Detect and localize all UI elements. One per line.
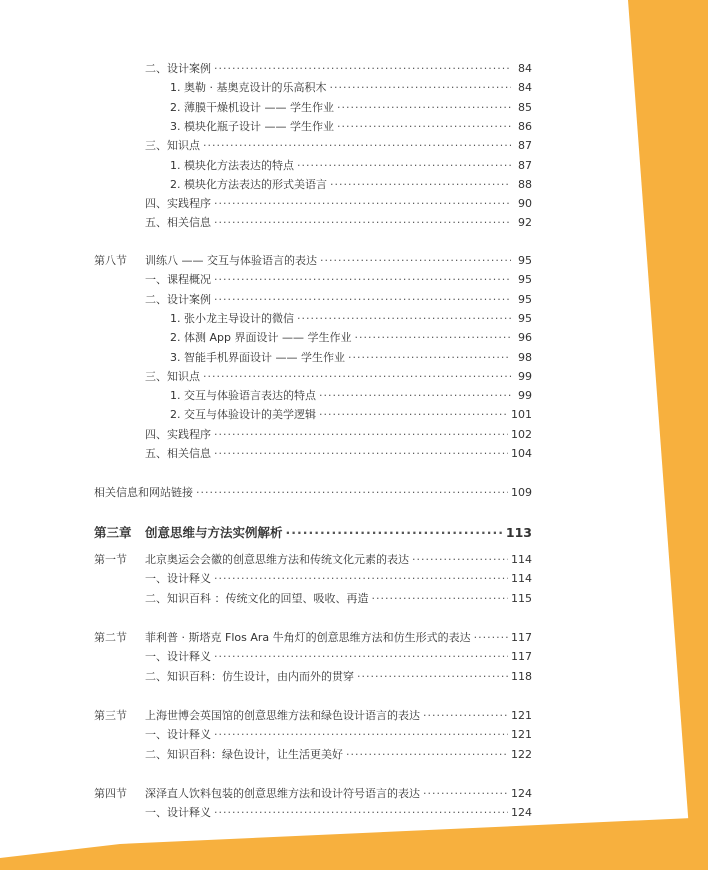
- toc-entry[interactable]: [170, 312, 532, 326]
- dot-leader: [423, 787, 508, 801]
- toc-entry-label: 1. 张小龙主导设计的微信: [170, 311, 294, 325]
- dot-leader: [214, 216, 511, 230]
- dot-leader: [196, 486, 508, 500]
- toc-entry-label: 一、课程概况: [145, 273, 211, 287]
- dot-leader: [474, 631, 508, 645]
- toc-entry-page-number: 88: [518, 177, 532, 191]
- toc-entry[interactable]: [145, 650, 532, 664]
- toc-section-title[interactable]: [145, 254, 532, 268]
- toc-section-title[interactable]: [145, 631, 532, 645]
- toc-entry-page-number: 115: [511, 591, 532, 605]
- toc-entry-page-number: 109: [511, 486, 532, 499]
- dot-leader: [348, 351, 511, 365]
- dot-leader: [214, 273, 511, 287]
- toc-section-title[interactable]: [145, 553, 532, 567]
- toc-entry-label: 3. 模块化瓶子设计 —— 学生作业: [170, 119, 334, 133]
- toc-entry[interactable]: [170, 81, 532, 95]
- dot-leader: [214, 428, 508, 442]
- toc-entry-label: 五、相关信息: [145, 216, 211, 230]
- dot-leader: [214, 62, 511, 76]
- toc-entry-page-number: 87: [518, 139, 532, 153]
- toc-entry-page-number: 99: [518, 369, 532, 383]
- toc-entry-page-number: 99: [518, 389, 532, 403]
- toc-entry[interactable]: [145, 670, 532, 684]
- toc-entry[interactable]: [145, 447, 532, 461]
- toc-entry[interactable]: [170, 331, 532, 345]
- toc-entry-page-number: 95: [518, 311, 532, 325]
- dot-leader: [214, 806, 508, 820]
- toc-entry-page-number: 117: [511, 631, 532, 644]
- dot-leader: [320, 254, 511, 268]
- dot-leader: [330, 178, 511, 192]
- toc-entry-label: 二、设计案例: [145, 292, 211, 306]
- toc-entry[interactable]: [145, 592, 532, 606]
- toc-entry-page-number: 98: [518, 350, 532, 364]
- toc-entry[interactable]: [145, 62, 532, 76]
- toc-entry-label: 二、知识百科：绿色设计，让生活更美好: [145, 747, 343, 761]
- toc-entry[interactable]: [145, 273, 532, 287]
- toc-entry[interactable]: [145, 748, 532, 762]
- toc-entry[interactable]: [145, 139, 532, 153]
- toc-entry[interactable]: [170, 101, 532, 115]
- toc-entry-label: 一、设计释义: [145, 806, 211, 820]
- toc-entry-page-number: 114: [511, 553, 532, 566]
- toc-entry-page-number: 96: [518, 331, 532, 345]
- toc-entry-label: 四、实践程序: [145, 427, 211, 441]
- toc-entry-label: 2. 薄膜干燥机设计 —— 学生作业: [170, 100, 334, 114]
- toc-entry-label: 二、知识百科 ：传统文化的回望、吸收、再造: [145, 591, 369, 605]
- toc-entry-label: 北京奥运会会徽的创意思维方法和传统文化元素的表达: [145, 553, 409, 566]
- toc-entry-page-number: 118: [511, 669, 532, 683]
- toc-entry-page-number: 87: [518, 158, 532, 172]
- dot-leader: [354, 331, 511, 345]
- toc-entry-page-number: 92: [518, 216, 532, 230]
- section-number: 第四节: [94, 787, 127, 800]
- toc-entry-label: 五、相关信息: [145, 447, 211, 460]
- dot-leader: [372, 592, 509, 606]
- toc-entry[interactable]: [145, 572, 532, 586]
- toc-chapter-title[interactable]: [145, 526, 532, 540]
- dot-leader: [203, 370, 511, 384]
- toc-entry-page-number: 85: [518, 100, 532, 114]
- toc-entry-label: 相关信息和网站链接: [94, 486, 193, 499]
- dot-leader: [423, 709, 508, 723]
- toc-entry-page-number: 86: [518, 119, 532, 133]
- toc-entry[interactable]: [145, 428, 532, 442]
- toc-entry-page-number: 95: [518, 273, 532, 287]
- toc-entry-page-number: 124: [511, 787, 532, 800]
- toc-entry-label: 一、设计释义: [145, 650, 211, 664]
- toc-entry[interactable]: [145, 728, 532, 742]
- toc-entry[interactable]: [145, 197, 532, 211]
- toc-entry-page-number: 121: [511, 728, 532, 742]
- dot-leader: [297, 312, 511, 326]
- toc-entry-label: 三、知识点: [145, 139, 200, 153]
- toc-entry-label: 一、设计释义: [145, 728, 211, 742]
- toc-entry-label: 训练八 —— 交互与体验语言的表达: [145, 254, 317, 267]
- toc-entry[interactable]: [145, 293, 532, 307]
- dot-leader: [214, 197, 511, 211]
- dot-leader: [319, 389, 511, 403]
- section-number: 第八节: [94, 254, 127, 267]
- section-number: 第三节: [94, 709, 127, 722]
- dot-leader: [357, 670, 508, 684]
- toc-entry-label: 二、设计案例: [145, 62, 211, 75]
- toc-entry[interactable]: [170, 351, 532, 365]
- toc-entry-page-number: 117: [511, 650, 532, 664]
- dot-leader: [214, 728, 508, 742]
- dot-leader: [297, 159, 511, 173]
- dot-leader: [203, 139, 511, 153]
- toc-entry-label: 1. 模块化方法表达的特点: [170, 158, 294, 172]
- section-number: 第一节: [94, 553, 127, 566]
- toc-entry-page-number: 95: [518, 254, 532, 267]
- toc-entry-label: 三、知识点: [145, 369, 200, 383]
- toc-entry[interactable]: [170, 389, 532, 403]
- toc-entry-page-number: 104: [511, 447, 532, 460]
- dot-leader: [337, 101, 511, 115]
- dot-leader: [214, 572, 508, 586]
- toc-entry-page-number: 84: [518, 62, 532, 75]
- toc-entry[interactable]: [170, 120, 532, 134]
- dot-leader: [346, 748, 508, 762]
- toc-entry-label: 创意思维与方法实例解析: [145, 525, 283, 540]
- toc-entry-label: 2. 交互与体验设计的美学逻辑: [170, 408, 316, 422]
- toc-links-entry[interactable]: [94, 486, 532, 500]
- toc-section-title[interactable]: [145, 709, 532, 723]
- toc-entry[interactable]: [170, 408, 532, 422]
- dot-leader: [214, 447, 508, 461]
- toc-entry-page-number: 101: [511, 408, 532, 422]
- dot-leader: [214, 650, 508, 664]
- toc-entry-page-number: 114: [511, 572, 532, 586]
- toc-entry-page-number: 122: [511, 747, 532, 761]
- toc-entry-page-number: 102: [511, 427, 532, 441]
- toc-entry-label: 2. 体测 App 界面设计 —— 学生作业: [170, 331, 352, 345]
- toc-entry-label: 四、实践程序: [145, 197, 211, 211]
- toc-entry[interactable]: [170, 159, 532, 173]
- toc-entry-label: 3. 智能手机界面设计 —— 学生作业: [170, 350, 345, 364]
- dot-leader: [337, 120, 511, 134]
- section-number: 第二节: [94, 631, 127, 644]
- toc-entry-label: 1. 交互与体验语言表达的特点: [170, 389, 316, 403]
- toc-entry[interactable]: [145, 806, 532, 820]
- dot-leader: [214, 293, 511, 307]
- toc-entry-page-number: 124: [511, 806, 532, 820]
- toc-entry-page-number: 121: [511, 709, 532, 722]
- toc-section-title[interactable]: [145, 787, 532, 801]
- toc-entry-label: 一、设计释义: [145, 572, 211, 586]
- dot-leader: [412, 553, 508, 567]
- toc-entry[interactable]: [145, 216, 532, 230]
- dot-leader: [319, 408, 508, 422]
- toc-entry[interactable]: [170, 178, 532, 192]
- dot-leader: [329, 81, 511, 95]
- toc-entry[interactable]: [145, 370, 532, 384]
- toc-entry-label: 上海世博会英国馆的创意思维方法和绿色设计语言的表达: [145, 709, 420, 722]
- toc-entry-label: 1. 奥勒 · 基奥克设计的乐高积木: [170, 81, 327, 95]
- toc-entry-label: 2. 模块化方法表达的形式美语言: [170, 177, 327, 191]
- section-number: 第三章: [94, 525, 132, 540]
- toc-entry-label: 菲利普 · 斯塔克 Flos Ara 牛角灯的创意思维方法和仿生形式的表达: [145, 631, 471, 644]
- toc-entry-page-number: 84: [518, 81, 532, 95]
- toc-entry-page-number: 90: [518, 197, 532, 211]
- toc-entry-page-number: 113: [505, 525, 532, 540]
- dot-leader: [286, 526, 503, 540]
- toc-entry-label: 深泽直人饮料包装的创意思维方法和设计符号语言的表达: [145, 787, 420, 800]
- toc-entry-page-number: 95: [518, 292, 532, 306]
- toc-entry-label: 二、知识百科：仿生设计，由内而外的贯穿: [145, 669, 354, 683]
